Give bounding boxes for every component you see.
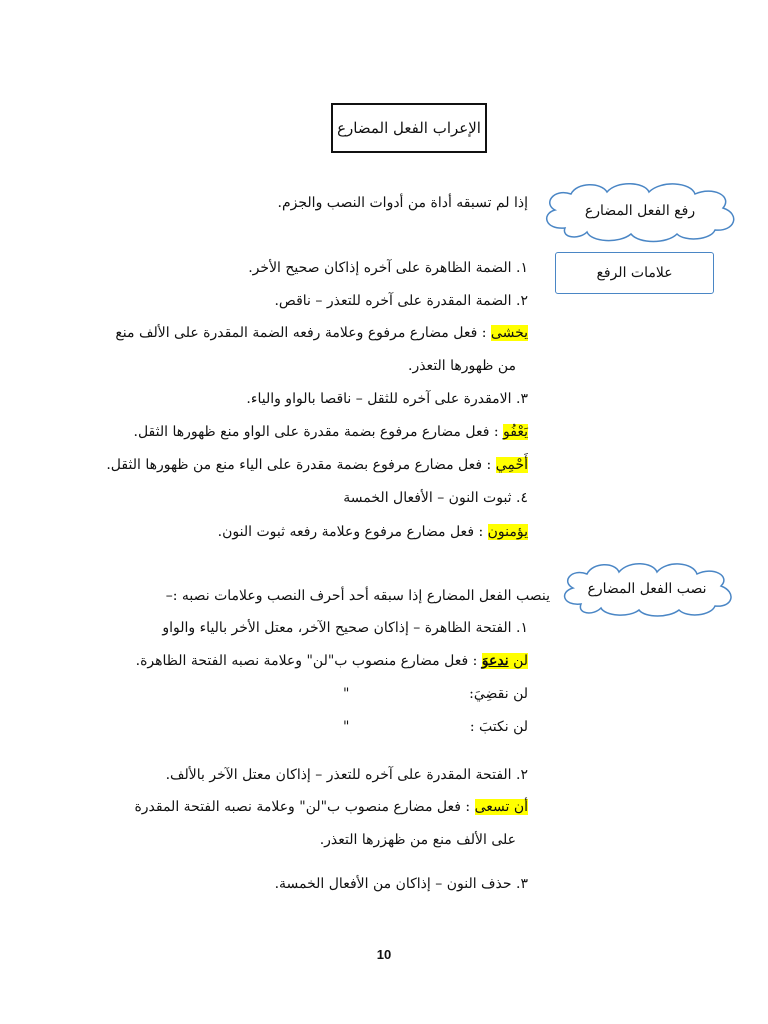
- callout-cloud-raf: [535, 178, 745, 244]
- ditto-mark: ": [343, 719, 350, 735]
- nasb-item-3: ٣. حذف النون – إذاكان من الأفعال الخمسة.: [274, 876, 528, 892]
- callout-label-nasb: نصب الفعل المضارع: [587, 581, 707, 597]
- page-title: الإعراب الفعل المضارع: [331, 103, 487, 153]
- highlighted-verb: يَعْفُو: [503, 424, 528, 440]
- highlighted-particle: لن: [508, 653, 528, 669]
- callout-label-raf: رفع الفعل المضارع: [584, 203, 696, 219]
- raf-example-3: [106, 455, 528, 475]
- nasb-example-4-continued: على الألف منع من ظهزرها التعذر.: [319, 832, 516, 848]
- example-text: : فعل مضارع مرفوع وعلامة رفعه ثبوت النون.: [217, 524, 488, 540]
- highlighted-verb: ندعوَ: [481, 653, 509, 669]
- highlighted-verb: يخشى: [490, 325, 528, 341]
- example-text: : فعل مضارع مرفوع وعلامة رفعه الضمة المقدرة على الألف منع: [115, 325, 491, 341]
- raf-item-2: ٢. الضمة المقدرة على آخره للتعذر – ناقص.: [274, 293, 528, 309]
- example-text: : فعل مضارع منصوب ب"لن" وعلامة نصبه الفتحة الظاهرة.: [135, 653, 482, 669]
- ditto-mark: ": [343, 686, 350, 702]
- page-number: 10: [376, 947, 392, 962]
- nasb-intro: ينصب الفعل المضارع إذا سبقه أحد أحرف النصب وعلامات نصبه :–: [165, 588, 550, 604]
- raf-item-4: ٤. ثبوت النون – الأفعال الخمسة: [343, 490, 528, 506]
- raf-example-2: [134, 422, 529, 442]
- nasb-example-1: [136, 651, 528, 671]
- example-text: : فعل مضارع مرفوع بضمة مقدرة على الياء منع من ظهورها الثقل.: [106, 457, 496, 473]
- highlighted-verb: أن تسعى: [474, 799, 528, 815]
- nasb-item-2: ٢. الفتحة المقدرة على آخره للتعذر – إذاكان معتل الآخر بالألف.: [165, 767, 528, 783]
- raf-example-4: [218, 522, 528, 542]
- example-text: : فعل مضارع مرفوع بضمة مقدرة على الواو منع ظهورها الثقل.: [133, 424, 504, 440]
- highlighted-verb: يؤمنون: [487, 524, 528, 540]
- raf-intro: إذا لم تسبقه أداة من أدوات النصب والجزم.: [277, 195, 528, 211]
- nasb-example-4: [134, 797, 528, 817]
- nasb-example-3: لن نكتبَ :: [469, 719, 528, 735]
- raf-item-1: ١. الضمة الظاهرة على آخره إذاكان صحيح الأخر.: [248, 260, 528, 276]
- raf-example-1: [115, 323, 528, 343]
- nasb-item-1: ١. الفتحة الظاهرة – إذاكان صحيح الآخر، معتل الأخر بالياء والواو: [162, 620, 528, 636]
- callout-box-alamat-raf: علامات الرفع: [555, 252, 714, 294]
- raf-example-1-continued: من ظهورها التعذر.: [408, 358, 516, 374]
- nasb-example-2: لن نقضِيَ:: [469, 686, 528, 702]
- raf-item-3: ٣. الامقدرة على آخره للثقل – ناقصا بالواو والياء.: [246, 391, 528, 407]
- callout-cloud-nasb: [555, 560, 739, 618]
- example-text: : فعل مضارع منصوب ب"لن" وعلامة نصبه الفتحة المقدرة: [134, 799, 475, 815]
- highlighted-verb: أَحْمِي: [495, 457, 528, 473]
